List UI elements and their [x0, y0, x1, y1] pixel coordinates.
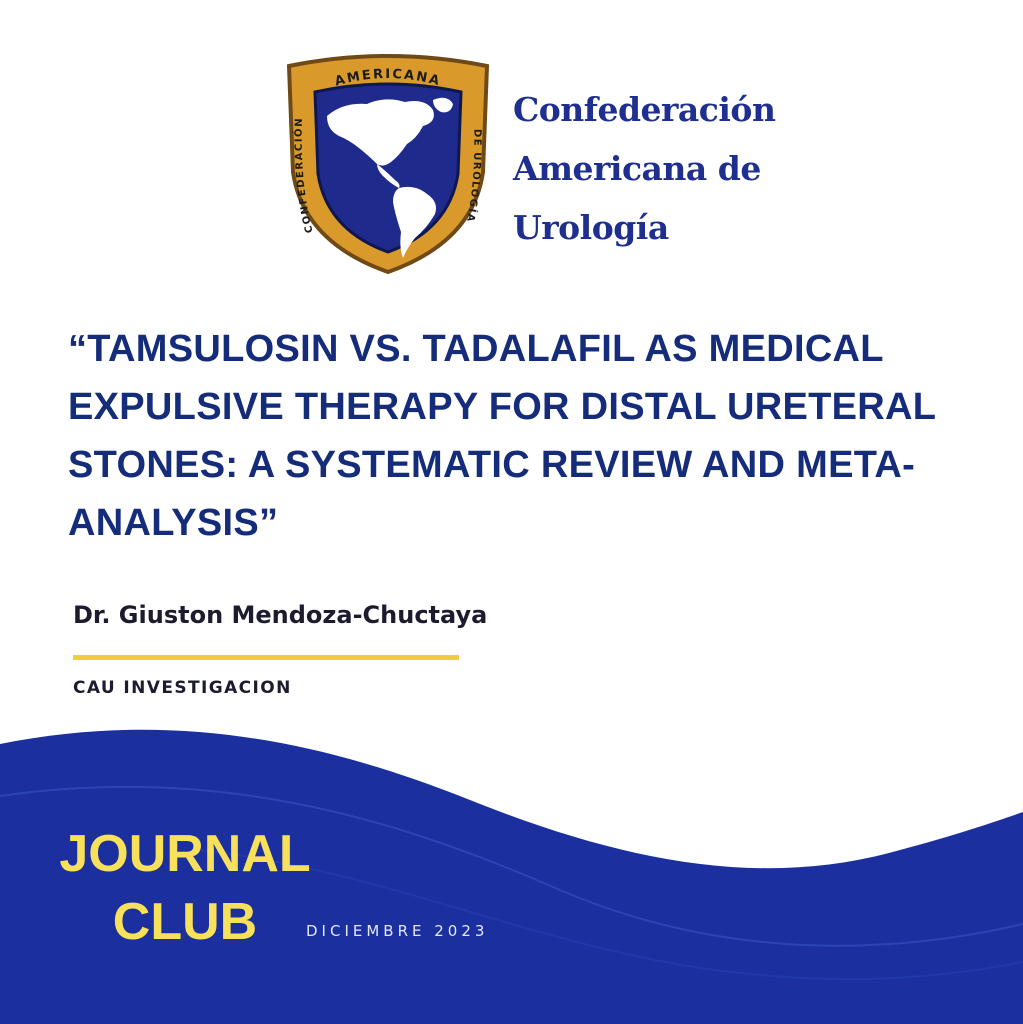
crest-text-right: DE UROLOGÍA: [463, 128, 483, 224]
organization-name: [513, 80, 775, 257]
crest-text-left: CONFEDERACIÓN: [293, 116, 316, 235]
organization-name-line-2: Americana de: [513, 149, 761, 188]
organization-name-line-1: Confederación: [513, 90, 776, 129]
journal-club-label-line-1: JOURNAL: [59, 825, 311, 883]
author-name: Dr. Giuston Mendoza-Chuctaya: [73, 601, 488, 629]
americas-map-crest-icon: [283, 52, 493, 274]
organization-logo: [283, 52, 793, 282]
journal-club-label-line-2: CLUB: [112, 893, 258, 951]
date-label: DICIEMBRE 2023: [306, 922, 489, 940]
crest-text-top: AMERICANA: [333, 66, 443, 90]
organization-name-line-3: Urología: [513, 208, 669, 247]
department-label: CAU INVESTIGACION: [73, 678, 292, 698]
journal-club-label: [52, 820, 318, 956]
article-title: “TAMSULOSIN VS. TADALAFIL AS MEDICAL EXPULSIVE THERAPY FOR DISTAL URETERAL STONES: A SYSTEMATIC REVIEW AND META-ANALYSIS”: [68, 328, 936, 544]
gold-divider: [73, 655, 459, 660]
